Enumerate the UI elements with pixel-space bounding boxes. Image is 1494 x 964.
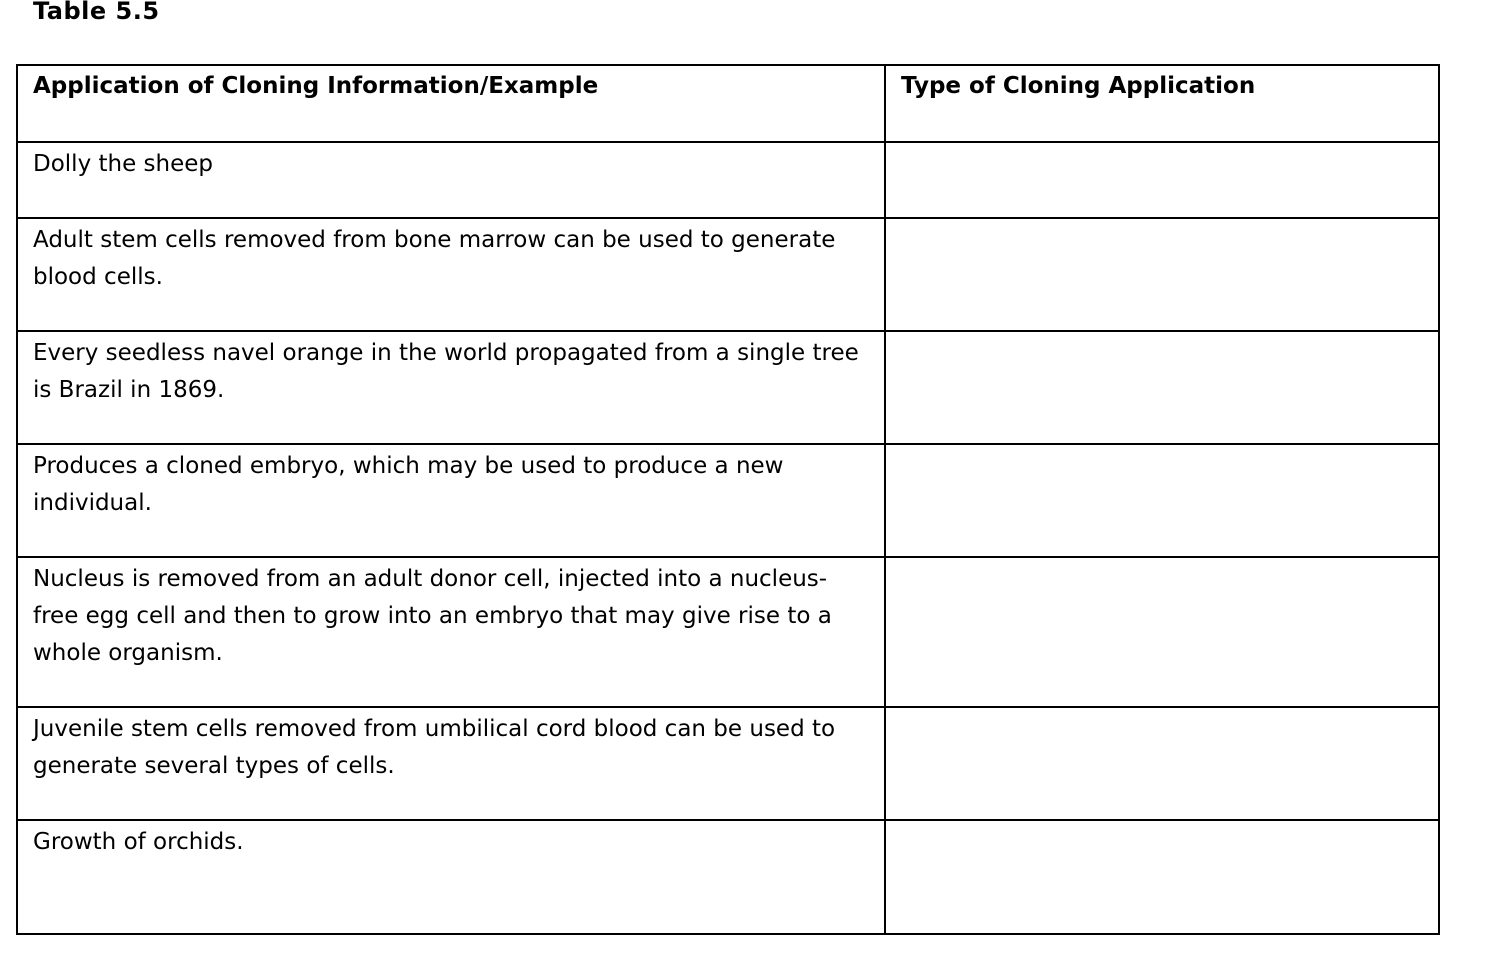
table-row bbox=[17, 218, 1439, 331]
example-cell: Growth of orchids. bbox=[17, 820, 885, 934]
table-caption: Table 5.5 bbox=[33, 0, 160, 25]
answer-cell[interactable] bbox=[885, 331, 1439, 444]
table-row bbox=[17, 331, 1439, 444]
example-cell: Every seedless navel orange in the world propagated from a single tree is Brazil in 1869. bbox=[17, 331, 885, 444]
example-cell: Juvenile stem cells removed from umbilical cord blood can be used to generate several types of cells. bbox=[17, 707, 885, 820]
answer-cell[interactable] bbox=[885, 707, 1439, 820]
example-cell: Adult stem cells removed from bone marrow can be used to generate blood cells. bbox=[17, 218, 885, 331]
example-cell: Dolly the sheep bbox=[17, 142, 885, 218]
table-row bbox=[17, 820, 1439, 934]
table-row bbox=[17, 707, 1439, 820]
header-cloning-type: Type of Cloning Application bbox=[885, 65, 1439, 142]
table-row bbox=[17, 142, 1439, 218]
answer-cell[interactable] bbox=[885, 218, 1439, 331]
header-application-example: Application of Cloning Information/Example bbox=[17, 65, 885, 142]
answer-cell[interactable] bbox=[885, 557, 1439, 707]
answer-cell[interactable] bbox=[885, 142, 1439, 218]
answer-cell[interactable] bbox=[885, 444, 1439, 557]
table-header-row bbox=[17, 65, 1439, 142]
example-cell: Produces a cloned embryo, which may be used to produce a new individual. bbox=[17, 444, 885, 557]
answer-cell[interactable] bbox=[885, 820, 1439, 934]
table-row bbox=[17, 557, 1439, 707]
example-cell: Nucleus is removed from an adult donor cell, injected into a nucleus-free egg cell and then to grow into an embryo that may give rise to a whole organism. bbox=[17, 557, 885, 707]
cloning-applications-table bbox=[16, 64, 1440, 935]
table-row bbox=[17, 444, 1439, 557]
